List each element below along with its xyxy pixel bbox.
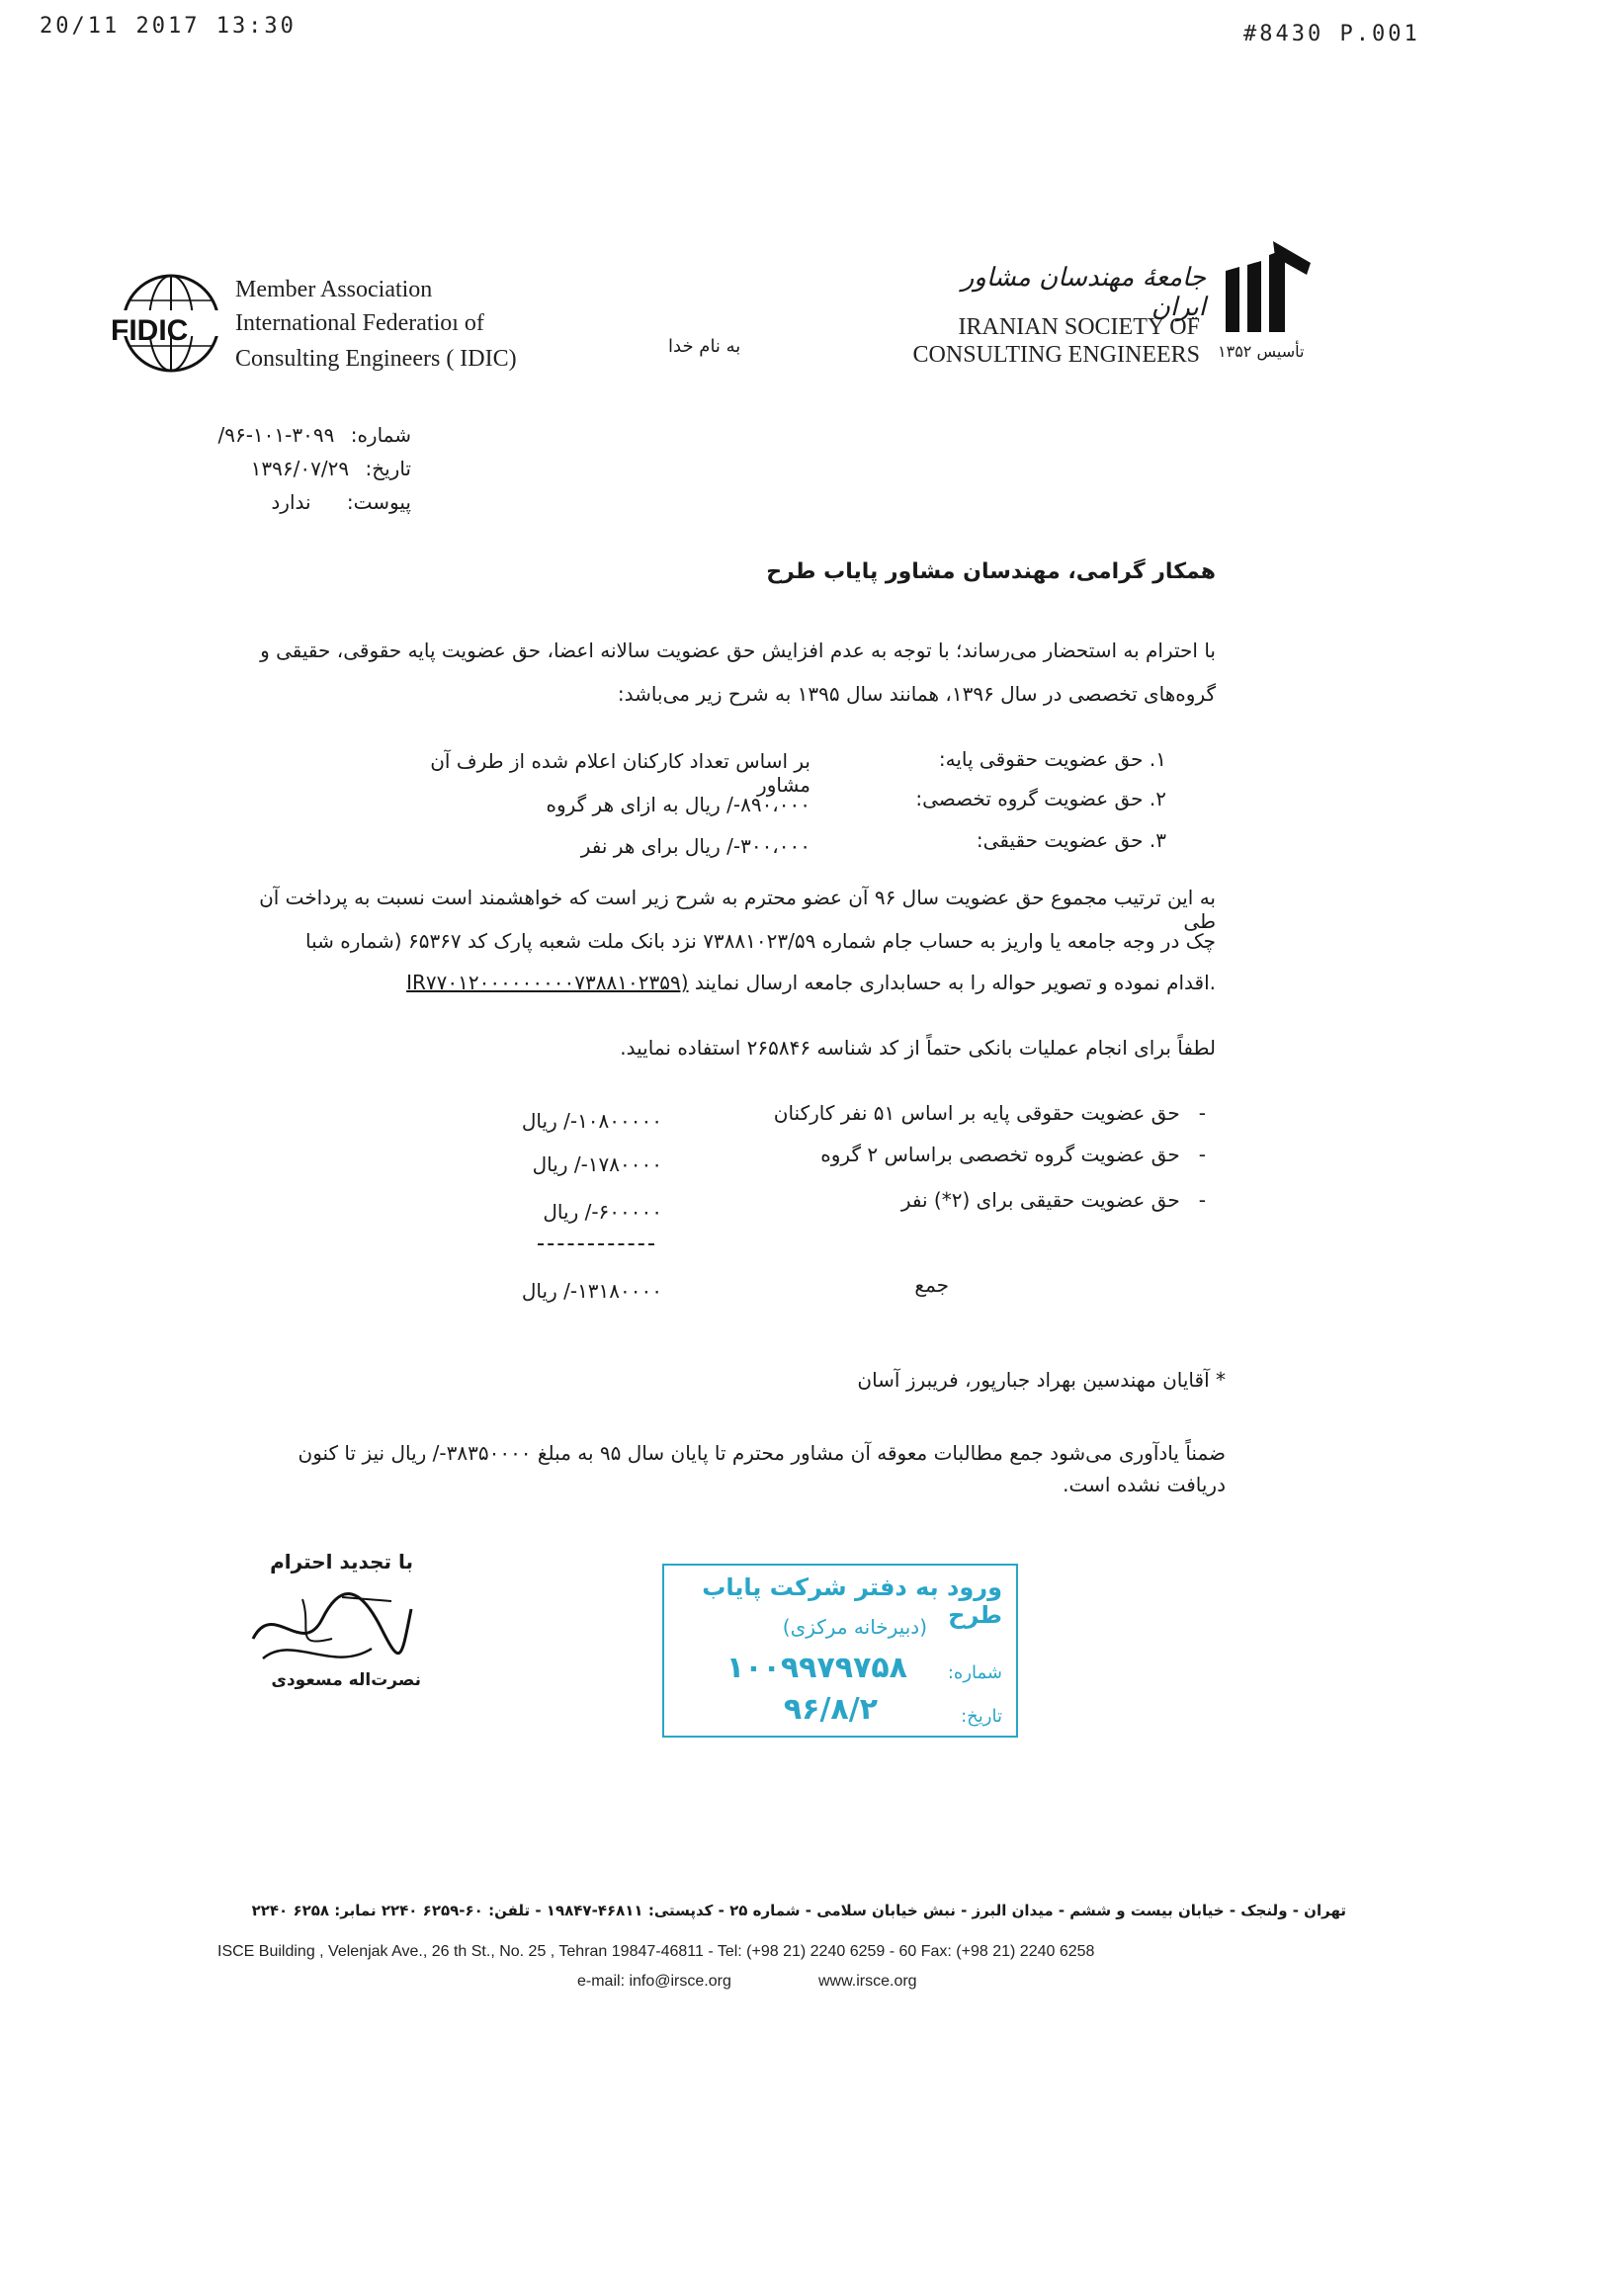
letter-attachment [217, 490, 411, 514]
letter-number [217, 423, 411, 447]
letter-attachment-value: ندارد [271, 490, 311, 514]
total-amount: ۱۳۱۸۰۰۰۰-/ ریال [521, 1279, 662, 1303]
footer-persian-address: تهران - ولنجک - خیابان بیست و ششم - میدان البرز - نبش خیابان سلامی - شماره ۲۵ - کدپستی: ۴۶۸۱۱-۱۹۸۴۷ - تلفن: ۶۰-۶۲۵۹ ۲۲۴۰ نمابر: ۶۲۵۸ ۲۲۴۰ [251, 1902, 1346, 1919]
breakdown-amount-2: ۱۷۸۰۰۰۰-/ ریال [532, 1152, 662, 1176]
stamp-date-label: تاریخ: [961, 1706, 1002, 1727]
fax-page-ref: #8430 P.001 [1243, 22, 1420, 46]
letter-date-value: ۱۳۹۶/۰۷/۲۹ [250, 457, 350, 480]
dash-marker: - [1179, 1101, 1206, 1125]
letter-date [217, 457, 411, 480]
breakdown-amount-1: ۱۰۸۰۰۰۰۰-/ ریال [521, 1109, 662, 1133]
fee-item-1-value: بر اساس تعداد کارکنان اعلام شده از طرف آن مشاور [430, 749, 810, 797]
handwritten-signature [243, 1579, 421, 1678]
fee-item-2-label: ۲. حق عضویت گروه تخصصی: [915, 787, 1166, 810]
intro-line2: گروه‌های تخصصی در سال ۱۳۹۶، همانند سال ۱۳۹۵ به شرح زیر می‌باشد: [617, 682, 1216, 706]
payment-line1: به این ترتیب مجموع حق عضویت سال ۹۶ آن عضو محترم به شرح زیر است که خواهشمند است نسبت به پرداخت آن طی [259, 886, 1216, 933]
breakdown-item-1: - حق عضویت حقوقی پایه بر اساس ۵۱ نفر کارکنان [773, 1101, 1206, 1125]
letter-attachment-label: پیوست: [346, 490, 411, 514]
fee-item-3-label: ۳. حق عضویت حقیقی: [976, 828, 1166, 852]
payment-line3 [314, 971, 1216, 994]
recipient: همکار گرامی، مهندسان مشاور پایاب طرح [766, 559, 1216, 584]
footer-email: e-mail: info@irsce.org [577, 1973, 731, 1990]
breakdown-item-2: - حق عضویت گروه تخصصی براساس ۲ گروه [820, 1143, 1206, 1166]
isce-founded: تأسیس ۱۳۵۲ [1218, 342, 1305, 361]
total-label: جمع [914, 1273, 949, 1297]
basmala: به نام خدا [668, 336, 741, 357]
footnote: * آقایان مهندسین بهراد جبارپور، فریبرز آسان [857, 1368, 1226, 1392]
total-divider [538, 1243, 654, 1245]
payment-line2: چک در وجه جامعه یا واریز به حساب جام شماره ۷۳۸۸۱۰۲۳/۵۹ نزد بانک ملت شعبه پارک کد ۶۵۳۶۷ (شماره شبا [304, 929, 1216, 953]
payment-iban: IR۷۷۰۱۲۰۰۰۰۰۰۰۰۰۷۳۸۸۱۰۲۳۵۹) [406, 971, 689, 994]
fidic-logo-text: FIDIC [111, 314, 189, 347]
letter-number-label: شماره: [350, 423, 411, 447]
dash-marker: - [1179, 1188, 1206, 1212]
fee-item-2-value: ۸۹۰،۰۰۰-/ ریال به ازای هر گروه [546, 793, 810, 816]
footer-english-address: ISCE Building , Velenjak Ave., 26 th St., No. 25 , Tehran 19847-46811 - Tel: (+98 21) 2240 6259 - 60 Fax: (+98 21) 2240 6258 [217, 1943, 1095, 1960]
stamp-date-value: ۹۶/۸/۲ [783, 1692, 878, 1727]
reminder-line2: دریافت نشده است. [1063, 1473, 1226, 1496]
breakdown-amount-3: ۶۰۰۰۰۰-/ ریال [543, 1200, 662, 1224]
intro-line1: با احترام به استحضار می‌رساند؛ با توجه به عدم افزایش حق عضویت سالانه اعضا، حق عضویت پایه حقوقی، حقیقی و [260, 638, 1216, 662]
stamp-subtitle: (دبیرخانه مرکزی) [782, 1615, 927, 1639]
fidic-line3: Consulting Engineers ( IDIC) [235, 346, 517, 372]
footer-website: www.irsce.org [818, 1973, 917, 1990]
payment-line3-rest: اقدام نموده و تصویر حواله را به حسابداری جامعه ارسال نمایند. [694, 971, 1216, 994]
dash-marker: - [1179, 1143, 1206, 1166]
payment-line4: لطفاً برای انجام عملیات بانکی حتماً از کد شناسه ۲۶۵۸۴۶ استفاده نمایید. [620, 1036, 1216, 1060]
fidic-line2: International Federatioı of [235, 310, 484, 336]
signer-name: نصرت‌اله مسعودی [271, 1670, 421, 1690]
received-stamp [662, 1564, 1018, 1738]
isce-english-line2: CONSULTING ENGINEERS [912, 342, 1200, 368]
isce-persian-name: جامعهٔ مهندسان مشاور ایران [961, 263, 1206, 322]
letter-date-label: تاریخ: [365, 457, 411, 480]
isce-logo [1214, 237, 1313, 336]
breakdown-item-3: - حق عضویت حقیقی برای (۲*) نفر [900, 1188, 1206, 1212]
stamp-number-value: ۱۰۰۹۹۷۹۷۵۸ [725, 1651, 907, 1685]
reminder-line1: ضمناً یادآوری می‌شود جمع مطالبات معوقه آن مشاور محترم تا پایان سال ۹۵ به مبلغ ۳۸۳۵۰۰۰۰-/ ریال نیز تا کنون [298, 1441, 1226, 1465]
stamp-title: ورود به دفتر شرکت پایاب طرح [702, 1573, 1002, 1629]
fidic-line1: Member Association [235, 277, 433, 302]
isce-english-line1: IRANIAN SOCIETY OF [958, 314, 1200, 340]
fee-item-3-value: ۳۰۰،۰۰۰-/ ریال برای هر نفر [580, 834, 810, 858]
closing-regards: با تجدید احترام [270, 1550, 413, 1573]
fee-item-1-label: ۱. حق عضویت حقوقی پایه: [938, 747, 1166, 771]
letter-number-value: ۳۰۹۹-۱۰۱-۹۶/ [217, 423, 335, 447]
fax-date-time: 20/11 2017 13:30 [40, 14, 297, 39]
stamp-number-label: شماره: [947, 1662, 1002, 1683]
